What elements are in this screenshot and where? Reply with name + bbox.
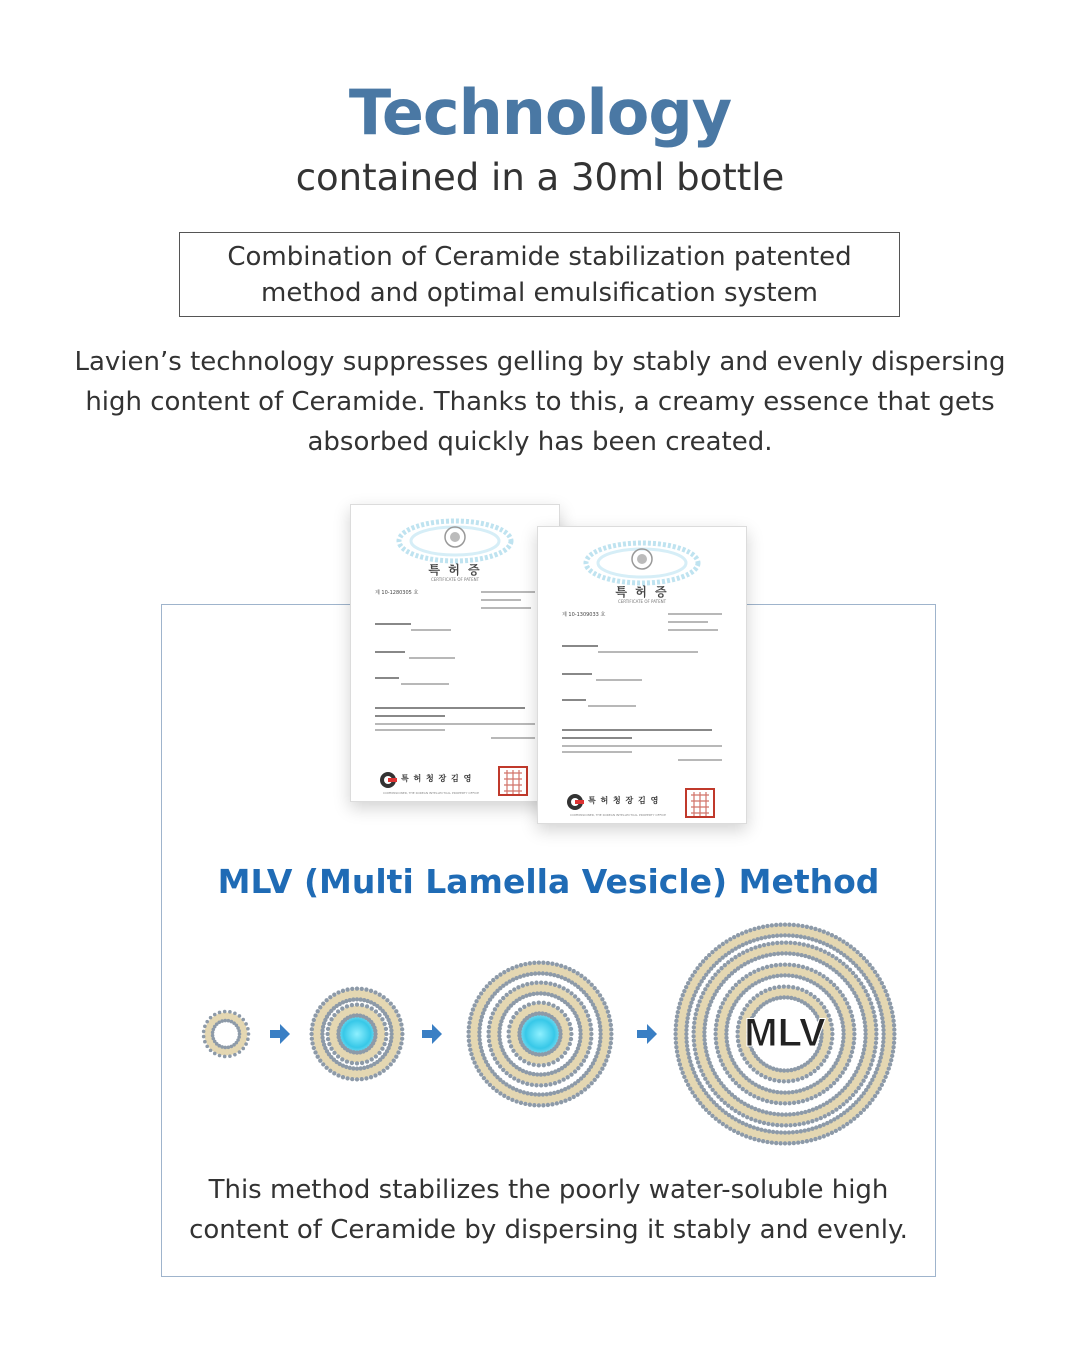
- red-stamp-icon: [497, 765, 529, 797]
- cert-issuer-en: COMMISSIONER, THE KOREAN INTELLECTUAL PROPERTY OFFICE: [383, 791, 480, 795]
- page-title: Technology: [348, 76, 732, 149]
- method-description-line-2: content of Ceramide by dispersing it stably and evenly.: [189, 1215, 908, 1245]
- description-line-1: Lavien’s technology suppresses gelling by stably and evenly dispersing: [74, 347, 1006, 377]
- mlv-diagram: [190, 910, 910, 1160]
- seal-icon: [582, 537, 702, 589]
- red-stamp-icon: [684, 787, 716, 819]
- summary-line-2: method and optimal emulsification system: [261, 277, 818, 308]
- arrow-right-icon: [637, 1024, 657, 1044]
- cert-patent-number: 제 10-1309033 호: [562, 612, 606, 618]
- vesicle-stage-3: [466, 960, 613, 1107]
- mlv-label: MLV: [744, 1011, 826, 1055]
- summary-line-1: Combination of Ceramide stabilization patented: [227, 241, 852, 272]
- cert-issuer-en: COMMISSIONER, THE KOREAN INTELLECTUAL PROPERTY OFFICE: [570, 813, 667, 817]
- description-line-2: high content of Ceramide. Thanks to this, a creamy essence that gets: [85, 387, 995, 417]
- cert-heading-en: CERTIFICATE OF PATENT: [430, 577, 480, 582]
- cert-issuer: 특 허 청 장 김 영: [588, 796, 660, 805]
- method-title: MLV (Multi Lamella Vesicle) Method: [217, 862, 880, 901]
- method-description: [161, 1170, 936, 1250]
- cert-patent-number: 제 10-1280305 호: [375, 590, 419, 596]
- patent-certificate-2: [537, 526, 747, 824]
- cert-heading: 특 허 증: [615, 585, 669, 599]
- vesicle-stage-2: [309, 986, 404, 1081]
- summary-box: [179, 232, 900, 317]
- page-subtitle: contained in a 30ml bottle: [295, 156, 785, 199]
- cert-heading: 특 허 증: [428, 563, 482, 577]
- kipo-logo-icon: [379, 771, 397, 789]
- seal-icon: [395, 515, 515, 567]
- patent-certificate-1: [350, 504, 560, 802]
- cert-heading-en: CERTIFICATE OF PATENT: [617, 599, 667, 604]
- description-line-3: absorbed quickly has been created.: [307, 427, 773, 457]
- arrow-right-icon: [270, 1024, 290, 1044]
- arrow-right-icon: [422, 1024, 442, 1044]
- kipo-logo-icon: [566, 793, 584, 811]
- vesicle-stage-1: [202, 1010, 250, 1059]
- cert-issuer: 특 허 청 장 김 영: [401, 774, 473, 783]
- method-description-line-1: This method stabilizes the poorly water-soluble high: [208, 1175, 889, 1205]
- description-text: [40, 342, 1040, 462]
